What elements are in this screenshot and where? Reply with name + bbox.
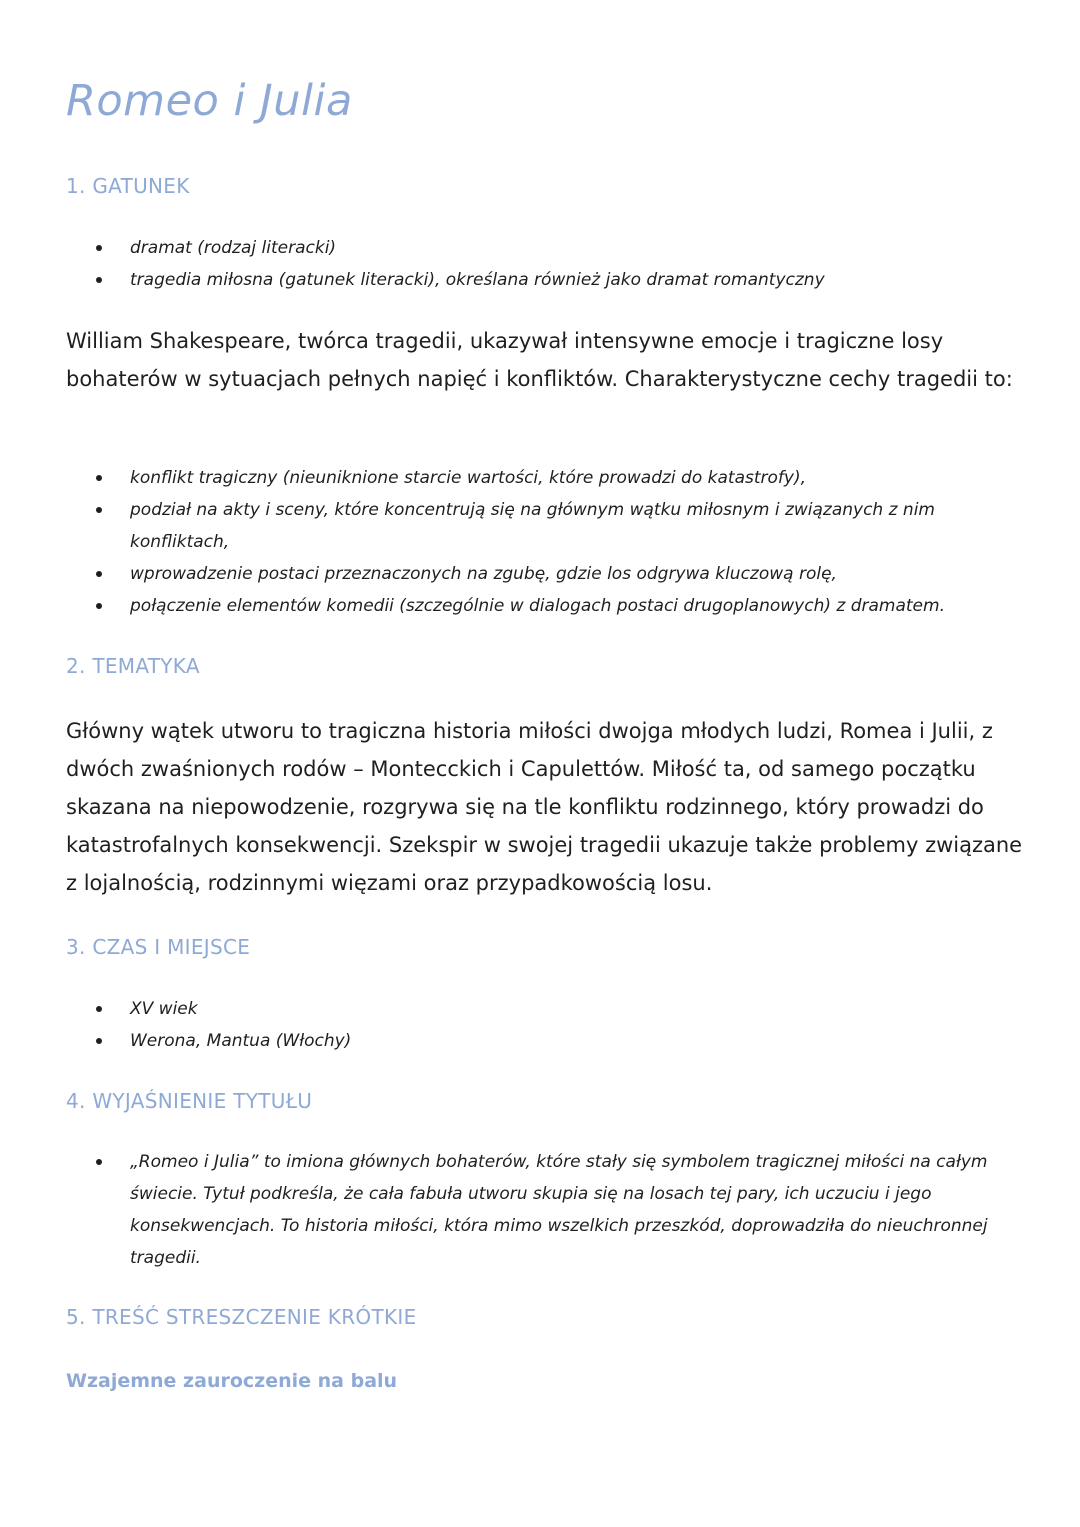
title-explanation-list (96, 1146, 1026, 1274)
bullet-icon (96, 571, 102, 577)
bullet-icon (96, 1006, 102, 1012)
list-item: podział na akty i sceny, które koncentrują się na głównym wątku miłosnym i związanych z nim konfliktach, (96, 494, 1026, 558)
bullet-icon (96, 277, 102, 283)
heading-czas-i-miejsce: 3. CZAS I MIEJSCE (66, 935, 251, 959)
list-item: połączenie elementów komedii (szczególnie w dialogach postaci drugoplanowych) z dramatem. (96, 590, 1026, 622)
bullet-icon (96, 245, 102, 251)
theme-paragraph: Główny wątek utworu to tragiczna historia miłości dwojga młodych ludzi, Romea i Julii, z dwóch zwaśnionych rodów – Montecckich i Capulettów. Miłość ta, od samego początku skazana na niepowodzenie, rozgrywa się na tle konfliktu rodzinnego, który prowadzi do katastrofalnych konsekwencji. Szekspir w swojej tragedii ukazuje także problemy związane z lojalnością, rodzinnymi więzami oraz przypadkowością losu. (66, 719, 1023, 895)
bullet-icon (96, 1159, 102, 1165)
bullet-icon (96, 475, 102, 481)
bullet-icon (96, 1038, 102, 1044)
genre-list (96, 232, 1026, 296)
bullet-icon (96, 507, 102, 513)
document-title: Romeo i Julia (66, 76, 353, 126)
list-item: „Romeo i Julia” to imiona głównych bohaterów, które stały się symbolem tragicznej miłości na całym świecie. Tytuł podkreśla, że cała fabuła utworu skupia się na losach tej pary, ich uczuciu i jego konsekwencjach. To historia miłości, która mimo wszelkich przeszkód, doprowadziła do nieuchronnej tragedii. (96, 1146, 1026, 1274)
bullet-icon (96, 603, 102, 609)
heading-wyjasnienie-tytulu: 4. WYJAŚNIENIE TYTUŁU (66, 1089, 313, 1113)
list-item: wprowadzenie postaci przeznaczonych na zgubę, gdzie los odgrywa kluczową rolę, (96, 558, 1026, 590)
time-place-list (96, 993, 1026, 1057)
heading-tematyka: 2. TEMATYKA (66, 654, 200, 678)
heading-tresc: 5. TREŚĆ STRESZCZENIE KRÓTKIE (66, 1305, 417, 1329)
shakespeare-paragraph: William Shakespeare, twórca tragedii, ukazywał intensywne emocje i tragiczne losy bohaterów w sytuacjach pełnych napięć i konfliktów. Charakterystyczne cechy tragedii to: (66, 329, 1013, 391)
tragedy-features-list (96, 462, 1026, 622)
heading-gatunek: 1. GATUNEK (66, 174, 190, 198)
list-item: Werona, Mantua (Włochy) (96, 1025, 1026, 1057)
subheading-ball: Wzajemne zauroczenie na balu (66, 1370, 398, 1392)
list-item: tragedia miłosna (gatunek literacki), określana również jako dramat romantyczny (96, 264, 1026, 296)
list-item: dramat (rodzaj literacki) (96, 232, 1026, 264)
list-item: konflikt tragiczny (nieuniknione starcie wartości, które prowadzi do katastrofy), (96, 462, 1026, 494)
list-item: XV wiek (96, 993, 1026, 1025)
